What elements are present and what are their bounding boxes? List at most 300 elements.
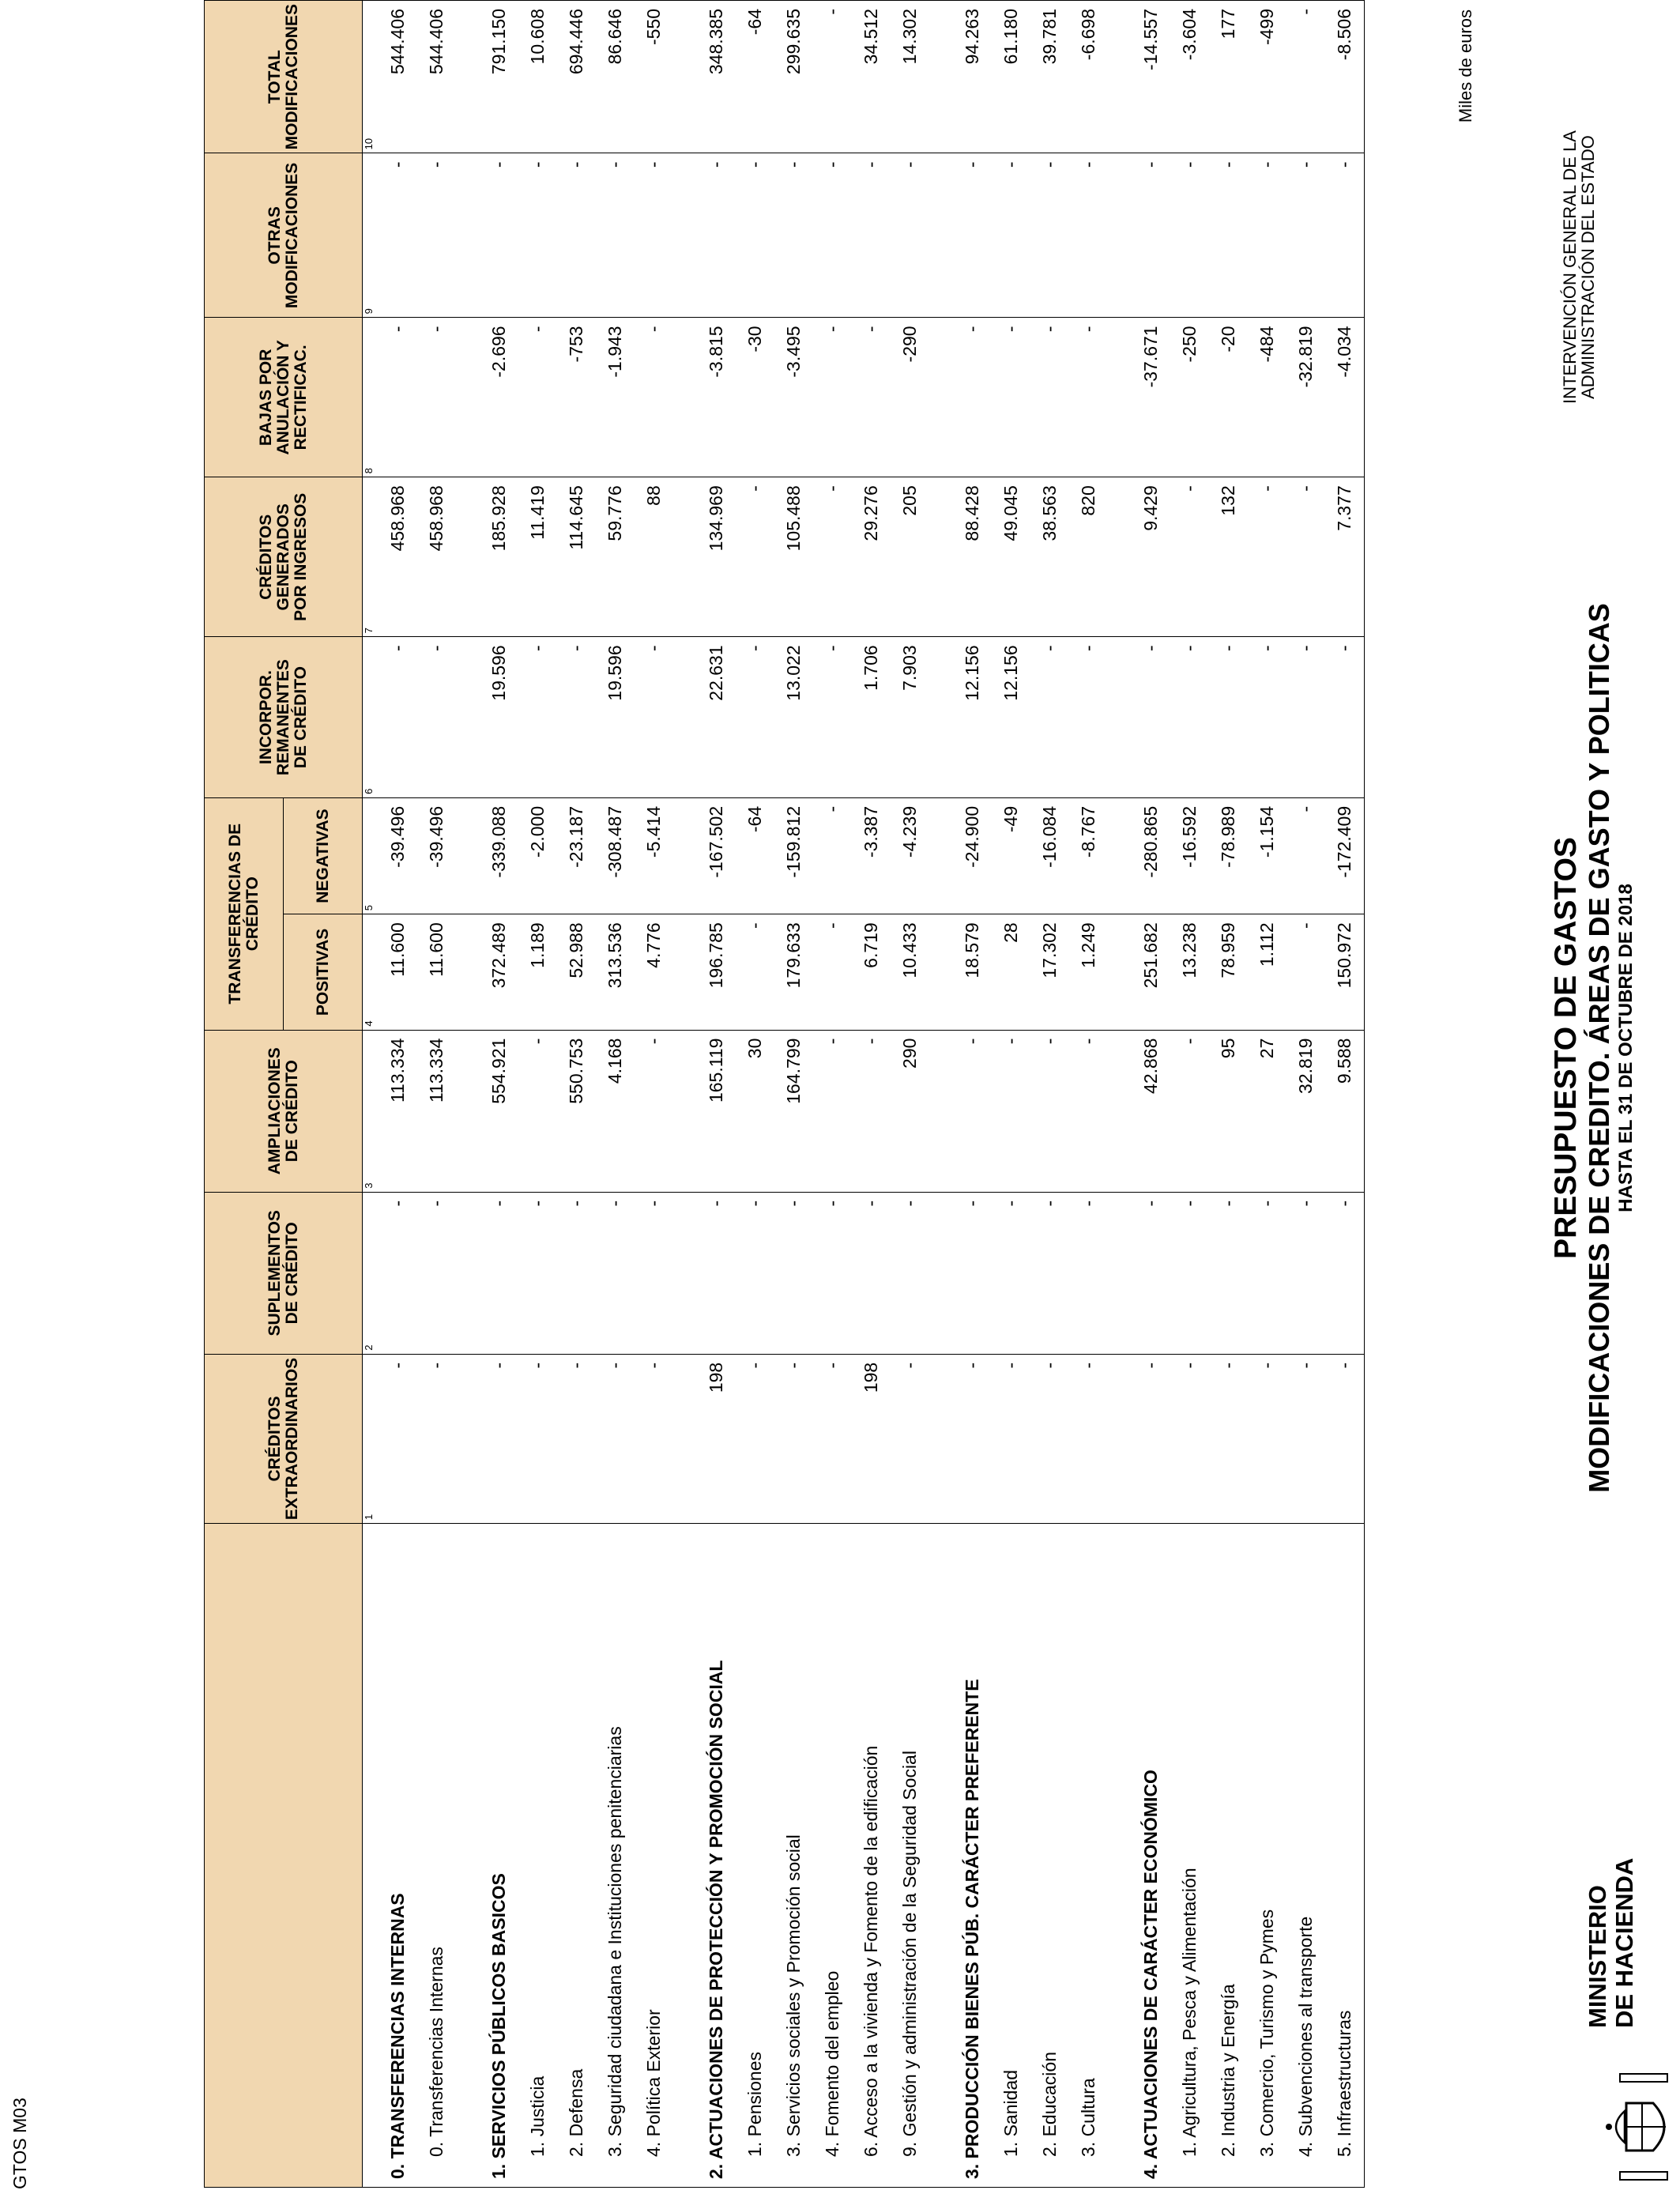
value-cell: 34.512	[852, 1, 891, 153]
value-cell: -	[774, 1354, 813, 1523]
policy-label: 4. Política Exterior	[635, 1524, 673, 2188]
value-cell: 10.433	[891, 914, 929, 1030]
value-cell: -	[1286, 797, 1325, 914]
value-cell: -	[379, 1192, 417, 1354]
header-c8-line-2: ANULACIÓN Y	[273, 340, 292, 455]
spacer-cell	[456, 477, 480, 637]
policy-row	[813, 1, 852, 2188]
form-code: GTOS M03	[9, 2098, 30, 2189]
index-cell: 4	[363, 914, 379, 1030]
report-titles	[1549, 376, 1637, 1720]
value-cell: -	[813, 1, 852, 153]
value-cell: -16.592	[1170, 797, 1209, 914]
value-cell: -	[953, 1354, 992, 1523]
value-cell: 10.608	[518, 1, 557, 153]
value-cell: 179.633	[774, 914, 813, 1030]
spacer-row	[456, 1, 480, 2188]
header-c9-line-2: MODIFICACIONES	[282, 162, 301, 309]
value-cell: -308.487	[596, 797, 635, 914]
value-cell: 9.588	[1325, 1030, 1365, 1192]
value-cell: -	[1286, 914, 1325, 1030]
spacer-cell	[1108, 637, 1132, 798]
value-cell: -	[596, 153, 635, 318]
spacer-cell	[929, 318, 953, 477]
value-cell: -	[1069, 637, 1108, 798]
header-transfer-line-2: CRÉDITO	[243, 876, 262, 952]
header-creditos-extraordinarios	[205, 1354, 363, 1523]
policy-row	[736, 1, 774, 2188]
value-cell: -	[891, 1192, 929, 1354]
value-cell: 19.596	[596, 637, 635, 798]
header-incorpor-remanentes	[205, 637, 363, 798]
index-cell: 5	[363, 797, 379, 914]
spacer-row	[929, 1, 953, 2188]
spacer-row	[1108, 1, 1132, 2188]
value-cell: -167.502	[697, 797, 736, 914]
policy-row	[774, 1, 813, 2188]
value-cell: -8.506	[1325, 1, 1365, 153]
value-cell: -	[1170, 477, 1209, 637]
value-cell: 28	[992, 914, 1030, 1030]
value-cell: -	[1030, 1354, 1069, 1523]
value-cell: -	[697, 153, 736, 318]
value-cell: -	[518, 318, 557, 477]
value-cell: 13.238	[1170, 914, 1209, 1030]
spacer-cell	[673, 153, 697, 318]
value-cell: -	[635, 1354, 673, 1523]
spacer-row	[673, 1, 697, 2188]
value-cell: -	[557, 1192, 596, 1354]
value-cell: -4.034	[1325, 318, 1365, 477]
policy-label: 4. Fomento del empleo	[813, 1524, 852, 2188]
header-bajas	[205, 318, 363, 477]
value-cell: -	[1248, 637, 1286, 798]
header-total-modificaciones	[205, 1, 363, 153]
value-cell: -	[1069, 1030, 1108, 1192]
index-cell-blank	[363, 1524, 379, 2188]
column-index-row	[363, 1, 379, 2188]
value-cell: 39.781	[1030, 1, 1069, 153]
header-positivas: POSITIVAS	[284, 914, 363, 1030]
index-cell: 10	[363, 1, 379, 153]
value-cell: -	[635, 1030, 673, 1192]
policy-row	[1325, 1, 1365, 2188]
value-cell: 198	[697, 1354, 736, 1523]
value-cell: -	[992, 153, 1030, 318]
header-transferencias	[205, 797, 284, 1030]
value-cell: -	[736, 477, 774, 637]
value-cell: 88.428	[953, 477, 992, 637]
spacer-cell	[456, 797, 480, 914]
header-creditos-generados	[205, 477, 363, 637]
value-cell: -	[953, 1030, 992, 1192]
value-cell: 13.022	[774, 637, 813, 798]
value-cell: -	[1170, 637, 1209, 798]
ministry-name	[1584, 1858, 1638, 2028]
value-cell: -499	[1248, 1, 1286, 153]
spacer-cell	[929, 1524, 953, 2188]
value-cell: 18.579	[953, 914, 992, 1030]
spacer-cell	[673, 1030, 697, 1192]
value-cell: -	[518, 637, 557, 798]
value-cell: -250	[1170, 318, 1209, 477]
modifications-table	[204, 0, 1365, 2188]
spacer-cell	[929, 637, 953, 798]
header-area-blank	[205, 1524, 363, 2188]
value-cell: -14.557	[1132, 1, 1170, 153]
value-cell: -	[992, 318, 1030, 477]
value-cell: 177	[1209, 1, 1248, 153]
header-c1-line-1: CRÉDITOS	[265, 1396, 284, 1482]
value-cell: -3.815	[697, 318, 736, 477]
report-date: HASTA EL 31 DE OCTUBRE DE 2018	[1615, 884, 1637, 1212]
value-cell: -	[1248, 477, 1286, 637]
value-cell: 198	[852, 1354, 891, 1523]
value-cell: -64	[736, 1, 774, 153]
value-cell: -	[596, 1192, 635, 1354]
value-cell: -	[891, 153, 929, 318]
value-cell: -2.696	[480, 318, 518, 477]
header-ampliaciones	[205, 1030, 363, 1192]
value-cell: -	[417, 318, 456, 477]
header-c6-line-2: REMANENTES	[273, 659, 292, 776]
value-cell: 113.334	[417, 1030, 456, 1192]
value-cell: -	[557, 153, 596, 318]
value-cell: -	[852, 1030, 891, 1192]
value-cell: -	[480, 1354, 518, 1523]
value-cell: 458.968	[417, 477, 456, 637]
value-cell: 544.406	[417, 1, 456, 153]
value-cell: -	[697, 1192, 736, 1354]
value-cell: 86.646	[596, 1, 635, 153]
spacer-cell	[456, 1354, 480, 1523]
value-cell: 185.928	[480, 477, 518, 637]
value-cell: -5.414	[635, 797, 673, 914]
policy-label: 1. Sanidad	[992, 1524, 1030, 2188]
spacer-cell	[673, 914, 697, 1030]
policy-label: 3. Seguridad ciudadana e Instituciones penitenciarias	[596, 1524, 635, 2188]
header-negativas: NEGATIVAS	[284, 797, 363, 914]
header-c6-line-1: INCORPOR.	[256, 670, 275, 765]
spacer-cell	[929, 914, 953, 1030]
value-cell: 78.959	[1209, 914, 1248, 1030]
spacer-cell	[1108, 1030, 1132, 1192]
modifications-table-body	[363, 1, 1365, 2188]
value-cell: -280.865	[1132, 797, 1170, 914]
value-cell: 165.119	[697, 1030, 736, 1192]
value-cell: 820	[1069, 477, 1108, 637]
spacer-cell	[673, 1, 697, 153]
header-c1-line-2: EXTRAORDINARIOS	[282, 1357, 301, 1521]
value-cell: -	[1286, 477, 1325, 637]
value-cell: -	[635, 318, 673, 477]
value-cell: -	[1286, 1192, 1325, 1354]
value-cell: -	[813, 153, 852, 318]
value-cell: -	[1248, 1354, 1286, 1523]
value-cell: -	[480, 1192, 518, 1354]
policy-row	[1069, 1, 1108, 2188]
value-cell: -	[1325, 1192, 1365, 1354]
value-cell: -	[813, 797, 852, 914]
spacer-cell	[673, 477, 697, 637]
value-cell: -	[1325, 637, 1365, 798]
spacer-cell	[456, 1524, 480, 2188]
value-cell: -8.767	[1069, 797, 1108, 914]
value-cell: 14.302	[891, 1, 929, 153]
value-cell: -	[813, 318, 852, 477]
policy-label: 3. Cultura	[1069, 1524, 1108, 2188]
policy-row	[635, 1, 673, 2188]
value-cell: -	[379, 153, 417, 318]
value-cell: 372.489	[480, 914, 518, 1030]
value-cell: 791.150	[480, 1, 518, 153]
value-cell: -	[813, 914, 852, 1030]
value-cell: -	[774, 153, 813, 318]
value-cell: 12.156	[953, 637, 992, 798]
value-cell: 694.446	[557, 1, 596, 153]
value-cell: 32.819	[1286, 1030, 1325, 1192]
value-cell: -6.698	[1069, 1, 1108, 153]
coat-of-arms-logo	[1604, 2068, 1675, 2186]
policy-row	[518, 1, 557, 2188]
value-cell: 6.719	[852, 914, 891, 1030]
value-cell: -	[852, 318, 891, 477]
value-cell: -	[1170, 1192, 1209, 1354]
value-cell: 94.263	[953, 1, 992, 153]
value-cell: -	[635, 1192, 673, 1354]
value-cell: -	[1030, 153, 1069, 318]
policy-label: 2. Educación	[1030, 1524, 1069, 2188]
value-cell: -37.671	[1132, 318, 1170, 477]
value-cell: 105.488	[774, 477, 813, 637]
spacer-cell	[929, 1, 953, 153]
value-cell: -	[813, 637, 852, 798]
value-cell: -	[1030, 1192, 1069, 1354]
policy-label: 6. Acceso a la vivienda y Fomento de la edificación	[852, 1524, 891, 2188]
value-cell: -	[1209, 1354, 1248, 1523]
value-cell: 9.429	[1132, 477, 1170, 637]
policy-label: 3. Comercio, Turismo y Pymes	[1248, 1524, 1286, 2188]
spacer-cell	[673, 637, 697, 798]
value-cell: 11.419	[518, 477, 557, 637]
value-cell: 150.972	[1325, 914, 1365, 1030]
spacer-cell	[1108, 797, 1132, 914]
value-cell: 7.903	[891, 637, 929, 798]
intervencion-line-2: ADMINISTRACIÓN DEL ESTADO	[1578, 135, 1598, 399]
policy-label: 3. Servicios sociales y Promoción social	[774, 1524, 813, 2188]
value-cell: -20	[1209, 318, 1248, 477]
value-cell: 544.406	[379, 1, 417, 153]
area-label: 0. TRANSFERENCIAS INTERNAS	[379, 1524, 417, 2188]
value-cell: -	[1132, 1354, 1170, 1523]
policy-label: 4. Subvenciones al transporte	[1286, 1524, 1325, 2188]
header-suplementos	[205, 1192, 363, 1354]
spacer-cell	[929, 477, 953, 637]
value-cell: 59.776	[596, 477, 635, 637]
value-cell: -	[1030, 637, 1069, 798]
value-cell: -	[1132, 637, 1170, 798]
value-cell: -	[736, 1354, 774, 1523]
index-cell: 9	[363, 153, 379, 318]
value-cell: -	[1170, 1354, 1209, 1523]
value-cell: -	[1325, 153, 1365, 318]
value-cell: 52.988	[557, 914, 596, 1030]
spacer-cell	[673, 318, 697, 477]
value-cell: 17.302	[1030, 914, 1069, 1030]
spacer-cell	[929, 1192, 953, 1354]
value-cell: -	[1248, 153, 1286, 318]
area-label: 3. PRODUCCIÓN BIENES PÚB. CARÁCTER PREFERENTE	[953, 1524, 992, 2188]
spacer-cell	[456, 153, 480, 318]
policy-row	[596, 1, 635, 2188]
area-row	[697, 1, 736, 2188]
header-otras-modificaciones	[205, 153, 363, 318]
header-c7-line-3: POR INGRESOS	[291, 492, 310, 621]
value-cell: -484	[1248, 318, 1286, 477]
value-cell: 88	[635, 477, 673, 637]
value-cell: -159.812	[774, 797, 813, 914]
index-cell: 7	[363, 477, 379, 637]
spacer-cell	[673, 797, 697, 914]
value-cell: 7.377	[1325, 477, 1365, 637]
spacer-cell	[1108, 914, 1132, 1030]
spacer-cell	[456, 1030, 480, 1192]
area-row	[953, 1, 992, 2188]
header-c10-line-2: MODIFICACIONES	[282, 4, 301, 150]
value-cell: -	[596, 1354, 635, 1523]
value-cell: -39.496	[417, 797, 456, 914]
header-c3-line-2: DE CRÉDITO	[282, 1060, 301, 1163]
policy-label: 2. Industria y Energía	[1209, 1524, 1248, 2188]
spacer-cell	[1108, 153, 1132, 318]
value-cell: -	[417, 1192, 456, 1354]
index-cell: 6	[363, 637, 379, 798]
report-title: PRESUPUESTO DE GASTOS	[1549, 837, 1583, 1259]
intervencion-general	[1561, 130, 1597, 404]
value-cell: -	[379, 318, 417, 477]
value-cell: 30	[736, 1030, 774, 1192]
policy-row	[1286, 1, 1325, 2188]
value-cell: 251.682	[1132, 914, 1170, 1030]
value-cell: 29.276	[852, 477, 891, 637]
value-cell: -753	[557, 318, 596, 477]
value-cell: -	[1209, 1192, 1248, 1354]
value-cell: 164.799	[774, 1030, 813, 1192]
policy-row	[1170, 1, 1209, 2188]
value-cell: 95	[1209, 1030, 1248, 1192]
value-cell: -	[953, 153, 992, 318]
value-cell: -	[635, 153, 673, 318]
value-cell: -	[992, 1354, 1030, 1523]
header-c8-line-1: BAJAS POR	[256, 349, 275, 447]
value-cell: 1.189	[518, 914, 557, 1030]
value-cell: -	[417, 153, 456, 318]
spacer-cell	[456, 1, 480, 153]
value-cell: -	[1069, 318, 1108, 477]
value-cell: -	[953, 1192, 992, 1354]
area-row	[1132, 1, 1170, 2188]
value-cell: -	[852, 153, 891, 318]
value-cell: 290	[891, 1030, 929, 1192]
spacer-cell	[673, 1192, 697, 1354]
value-cell: 12.156	[992, 637, 1030, 798]
value-cell: -	[1286, 153, 1325, 318]
spacer-cell	[456, 637, 480, 798]
spacer-cell	[1108, 1192, 1132, 1354]
policy-label: 9. Gestión y administración de la Seguridad Social	[891, 1524, 929, 2188]
value-cell: 61.180	[992, 1, 1030, 153]
value-cell: -1.154	[1248, 797, 1286, 914]
units-label: Miles de euros	[1456, 9, 1475, 123]
spacer-cell	[929, 1354, 953, 1523]
value-cell: 11.600	[379, 914, 417, 1030]
header-c7-line-1: CRÉDITOS	[256, 514, 275, 600]
spacer-cell	[929, 797, 953, 914]
value-cell: -	[1030, 1030, 1069, 1192]
value-cell: -24.900	[953, 797, 992, 914]
index-cell: 8	[363, 318, 379, 477]
header-c2-line-2: DE CRÉDITO	[282, 1222, 301, 1325]
spacer-cell	[1108, 1, 1132, 153]
value-cell: -78.989	[1209, 797, 1248, 914]
policy-row	[557, 1, 596, 2188]
index-cell: 3	[363, 1030, 379, 1192]
value-cell: -	[1248, 1192, 1286, 1354]
value-cell: -290	[891, 318, 929, 477]
header-c3-line-1: AMPLIACIONES	[265, 1047, 284, 1175]
header-c6-line-3: DE CRÉDITO	[291, 666, 310, 769]
intervencion-line-1: INTERVENCIÓN GENERAL DE LA	[1560, 130, 1580, 404]
ministry-line-1: MINISTERIO	[1584, 1885, 1611, 2028]
value-cell: 4.168	[596, 1030, 635, 1192]
value-cell: -39.496	[379, 797, 417, 914]
spacer-cell	[456, 914, 480, 1030]
value-cell: -	[1132, 153, 1170, 318]
value-cell: -	[813, 1030, 852, 1192]
value-cell: -172.409	[1325, 797, 1365, 914]
value-cell: 49.045	[992, 477, 1030, 637]
policy-label: 1. Agricultura, Pesca y Alimentación	[1170, 1524, 1209, 2188]
policy-row	[1209, 1, 1248, 2188]
value-cell: -64	[736, 797, 774, 914]
value-cell: 27	[1248, 1030, 1286, 1192]
area-row	[480, 1, 518, 2188]
value-cell: -	[518, 1192, 557, 1354]
value-cell: -	[518, 153, 557, 318]
policy-row	[1248, 1, 1286, 2188]
header-transfer-line-1: TRANSFERENCIAS DE	[225, 823, 244, 1005]
policy-label: 0. Transferencias Internas	[417, 1524, 456, 2188]
value-cell: -550	[635, 1, 673, 153]
header-c7-line-2: GENERADOS	[273, 503, 292, 611]
policy-row	[1030, 1, 1069, 2188]
value-cell: 134.969	[697, 477, 736, 637]
header-c8-line-3: RECTIFICAC.	[291, 345, 310, 450]
policy-row	[891, 1, 929, 2188]
value-cell: -3.387	[852, 797, 891, 914]
value-cell: 114.645	[557, 477, 596, 637]
spacer-cell	[673, 1354, 697, 1523]
spacer-cell	[929, 153, 953, 318]
value-cell: -	[417, 1354, 456, 1523]
value-cell: -	[813, 477, 852, 637]
policy-label: 1. Pensiones	[736, 1524, 774, 2188]
value-cell: -1.943	[596, 318, 635, 477]
value-cell: -	[736, 153, 774, 318]
value-cell: -	[635, 637, 673, 798]
value-cell: -	[1286, 1, 1325, 153]
value-cell: -3.604	[1170, 1, 1209, 153]
